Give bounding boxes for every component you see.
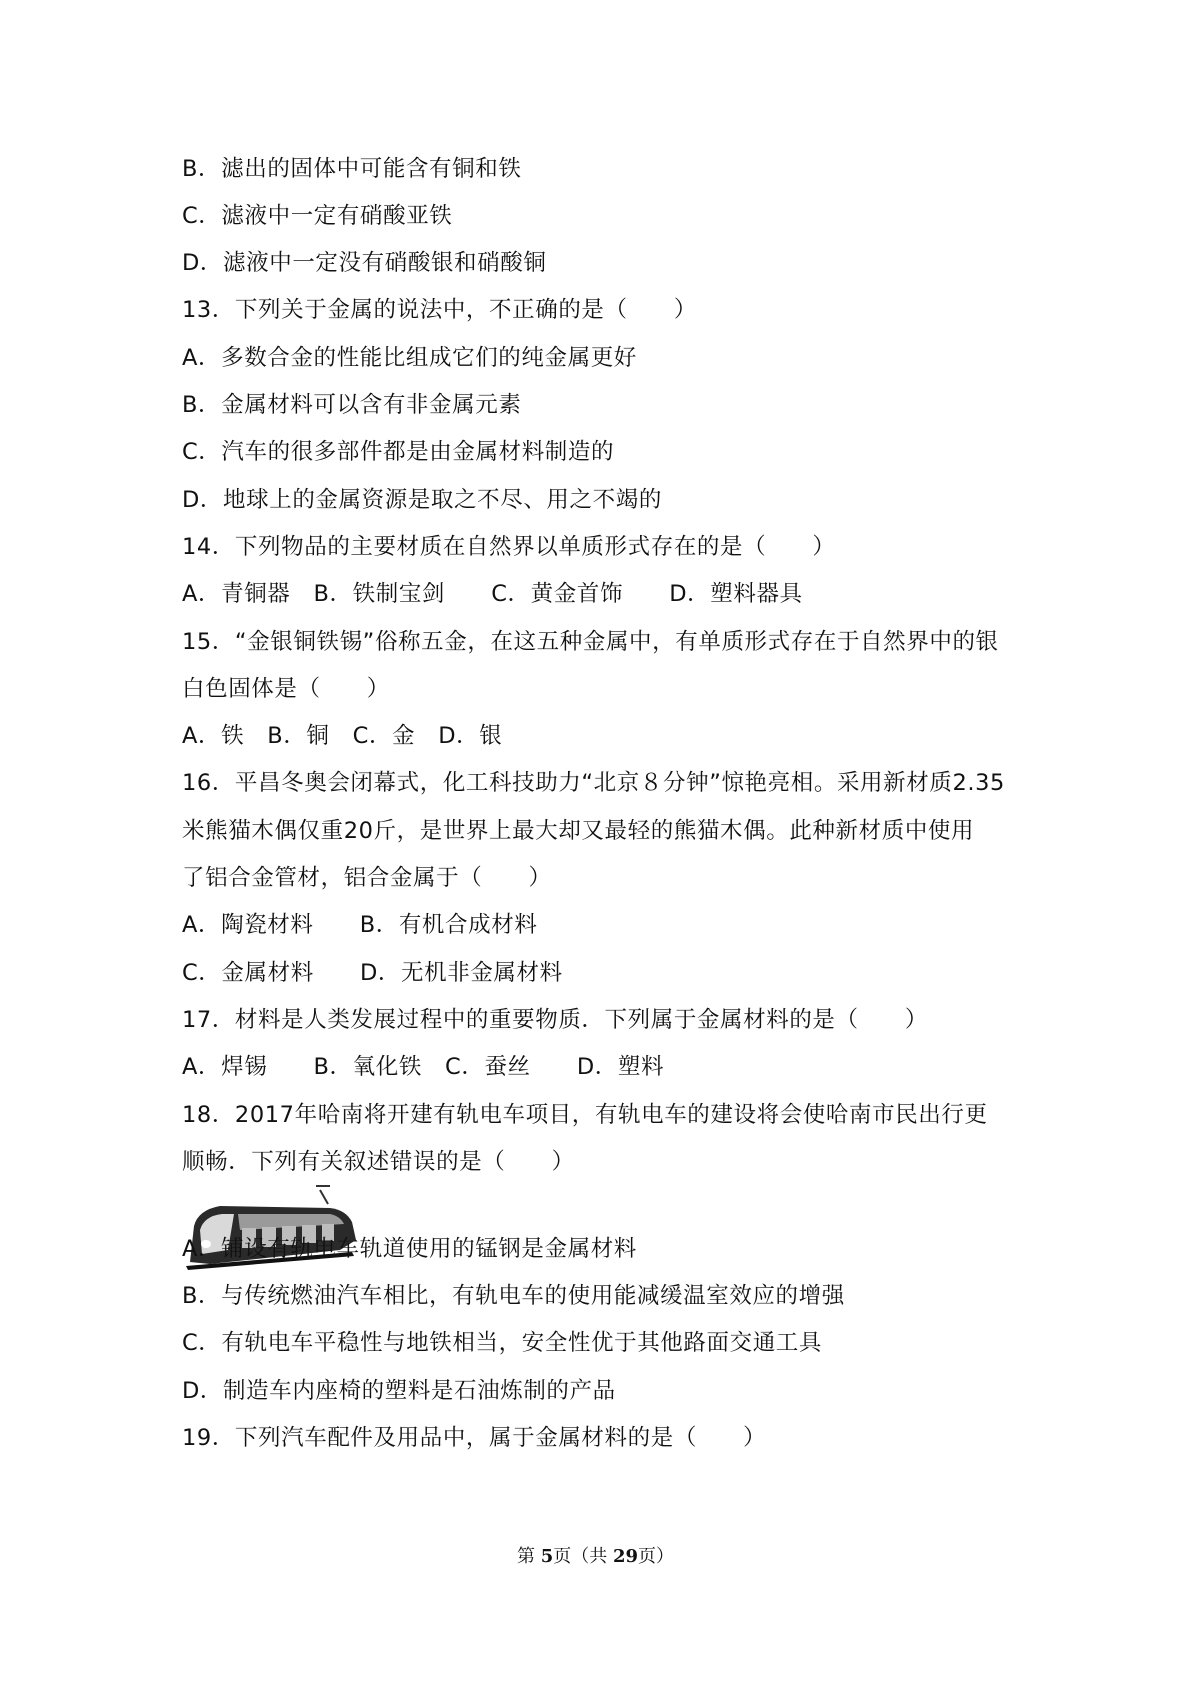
options-16-cd: C．金属材料 D．无机非金属材料 — [182, 960, 563, 986]
option-13b: B．金属材料可以含有非金属元素 — [182, 392, 522, 418]
footer-prefix: 第 — [516, 1546, 541, 1567]
option-12b: B．滤出的固体中可能含有铜和铁 — [182, 156, 522, 182]
question-16-line-3: 了铝合金管材，铝合金属于（ ） — [182, 865, 552, 891]
option-18d: D．制造车内座椅的塑料是石油炼制的产品 — [182, 1378, 616, 1404]
question-14: 14．下列物品的主要材质在自然界以单质形式存在的是（ ） — [182, 534, 836, 560]
options-17: A．焊锡 B．氧化铁 C．蚕丝 D．塑料 — [182, 1054, 665, 1080]
options-15: A．铁 B．铜 C．金 D．银 — [182, 723, 503, 749]
options-14: A．青铜器 B．铁制宝剑 C．黄金首饰 D．塑料器具 — [182, 581, 803, 607]
options-16-ab: A．陶瓷材料 B．有机合成材料 — [182, 912, 538, 938]
option-13a: A．多数合金的性能比组成它们的纯金属更好 — [182, 345, 637, 371]
question-15-line-2: 白色固体是（ ） — [182, 676, 390, 702]
footer-page-number: 5 — [540, 1546, 554, 1567]
option-13d: D．地球上的金属资源是取之不尽、用之不竭的 — [182, 487, 662, 513]
question-16-line-1: 16．平昌冬奥会闭幕式，化工科技助力“北京８分钟”惊艳亮相。采用新材质2.35 — [182, 770, 1005, 796]
question-18-line-1: 18．2017年哈南将开建有轨电车项目，有轨电车的建设将会使哈南市民出行更 — [182, 1102, 988, 1128]
question-17: 17．材料是人类发展过程中的重要物质．下列属于金属材料的是（ ） — [182, 1007, 928, 1033]
footer-total-pages: 29 — [612, 1546, 639, 1567]
question-16-line-2: 米熊猫木偶仅重20斤，是世界上最大却又最轻的熊猫木偶。此种新材质中使用 — [182, 818, 975, 844]
option-12d: D．滤液中一定没有硝酸银和硝酸铜 — [182, 250, 547, 276]
question-13: 13．下列关于金属的说法中，不正确的是（ ） — [182, 297, 697, 323]
option-18b: B．与传统燃油汽车相比，有轨电车的使用能减缓温室效应的增强 — [182, 1283, 845, 1309]
option-12c: C．滤液中一定有硝酸亚铁 — [182, 203, 453, 229]
footer-middle: 页（共 — [553, 1546, 613, 1567]
page-footer — [0, 1545, 1191, 1569]
option-18a: A．铺设有轨电车轨道使用的锰钢是金属材料 — [182, 1236, 637, 1262]
question-18-line-2: 顺畅．下列有关叙述错误的是（ ） — [182, 1149, 575, 1175]
question-15-line-1: 15．“金银铜铁锡”俗称五金，在这五种金属中，有单质形式存在于自然界中的银 — [182, 629, 999, 655]
question-19: 19．下列汽车配件及用品中，属于金属材料的是（ ） — [182, 1425, 767, 1451]
option-18c: C．有轨电车平稳性与地铁相当，安全性优于其他路面交通工具 — [182, 1330, 823, 1356]
option-13c: C．汽车的很多部件都是由金属材料制造的 — [182, 439, 615, 465]
footer-suffix: 页） — [638, 1546, 675, 1567]
